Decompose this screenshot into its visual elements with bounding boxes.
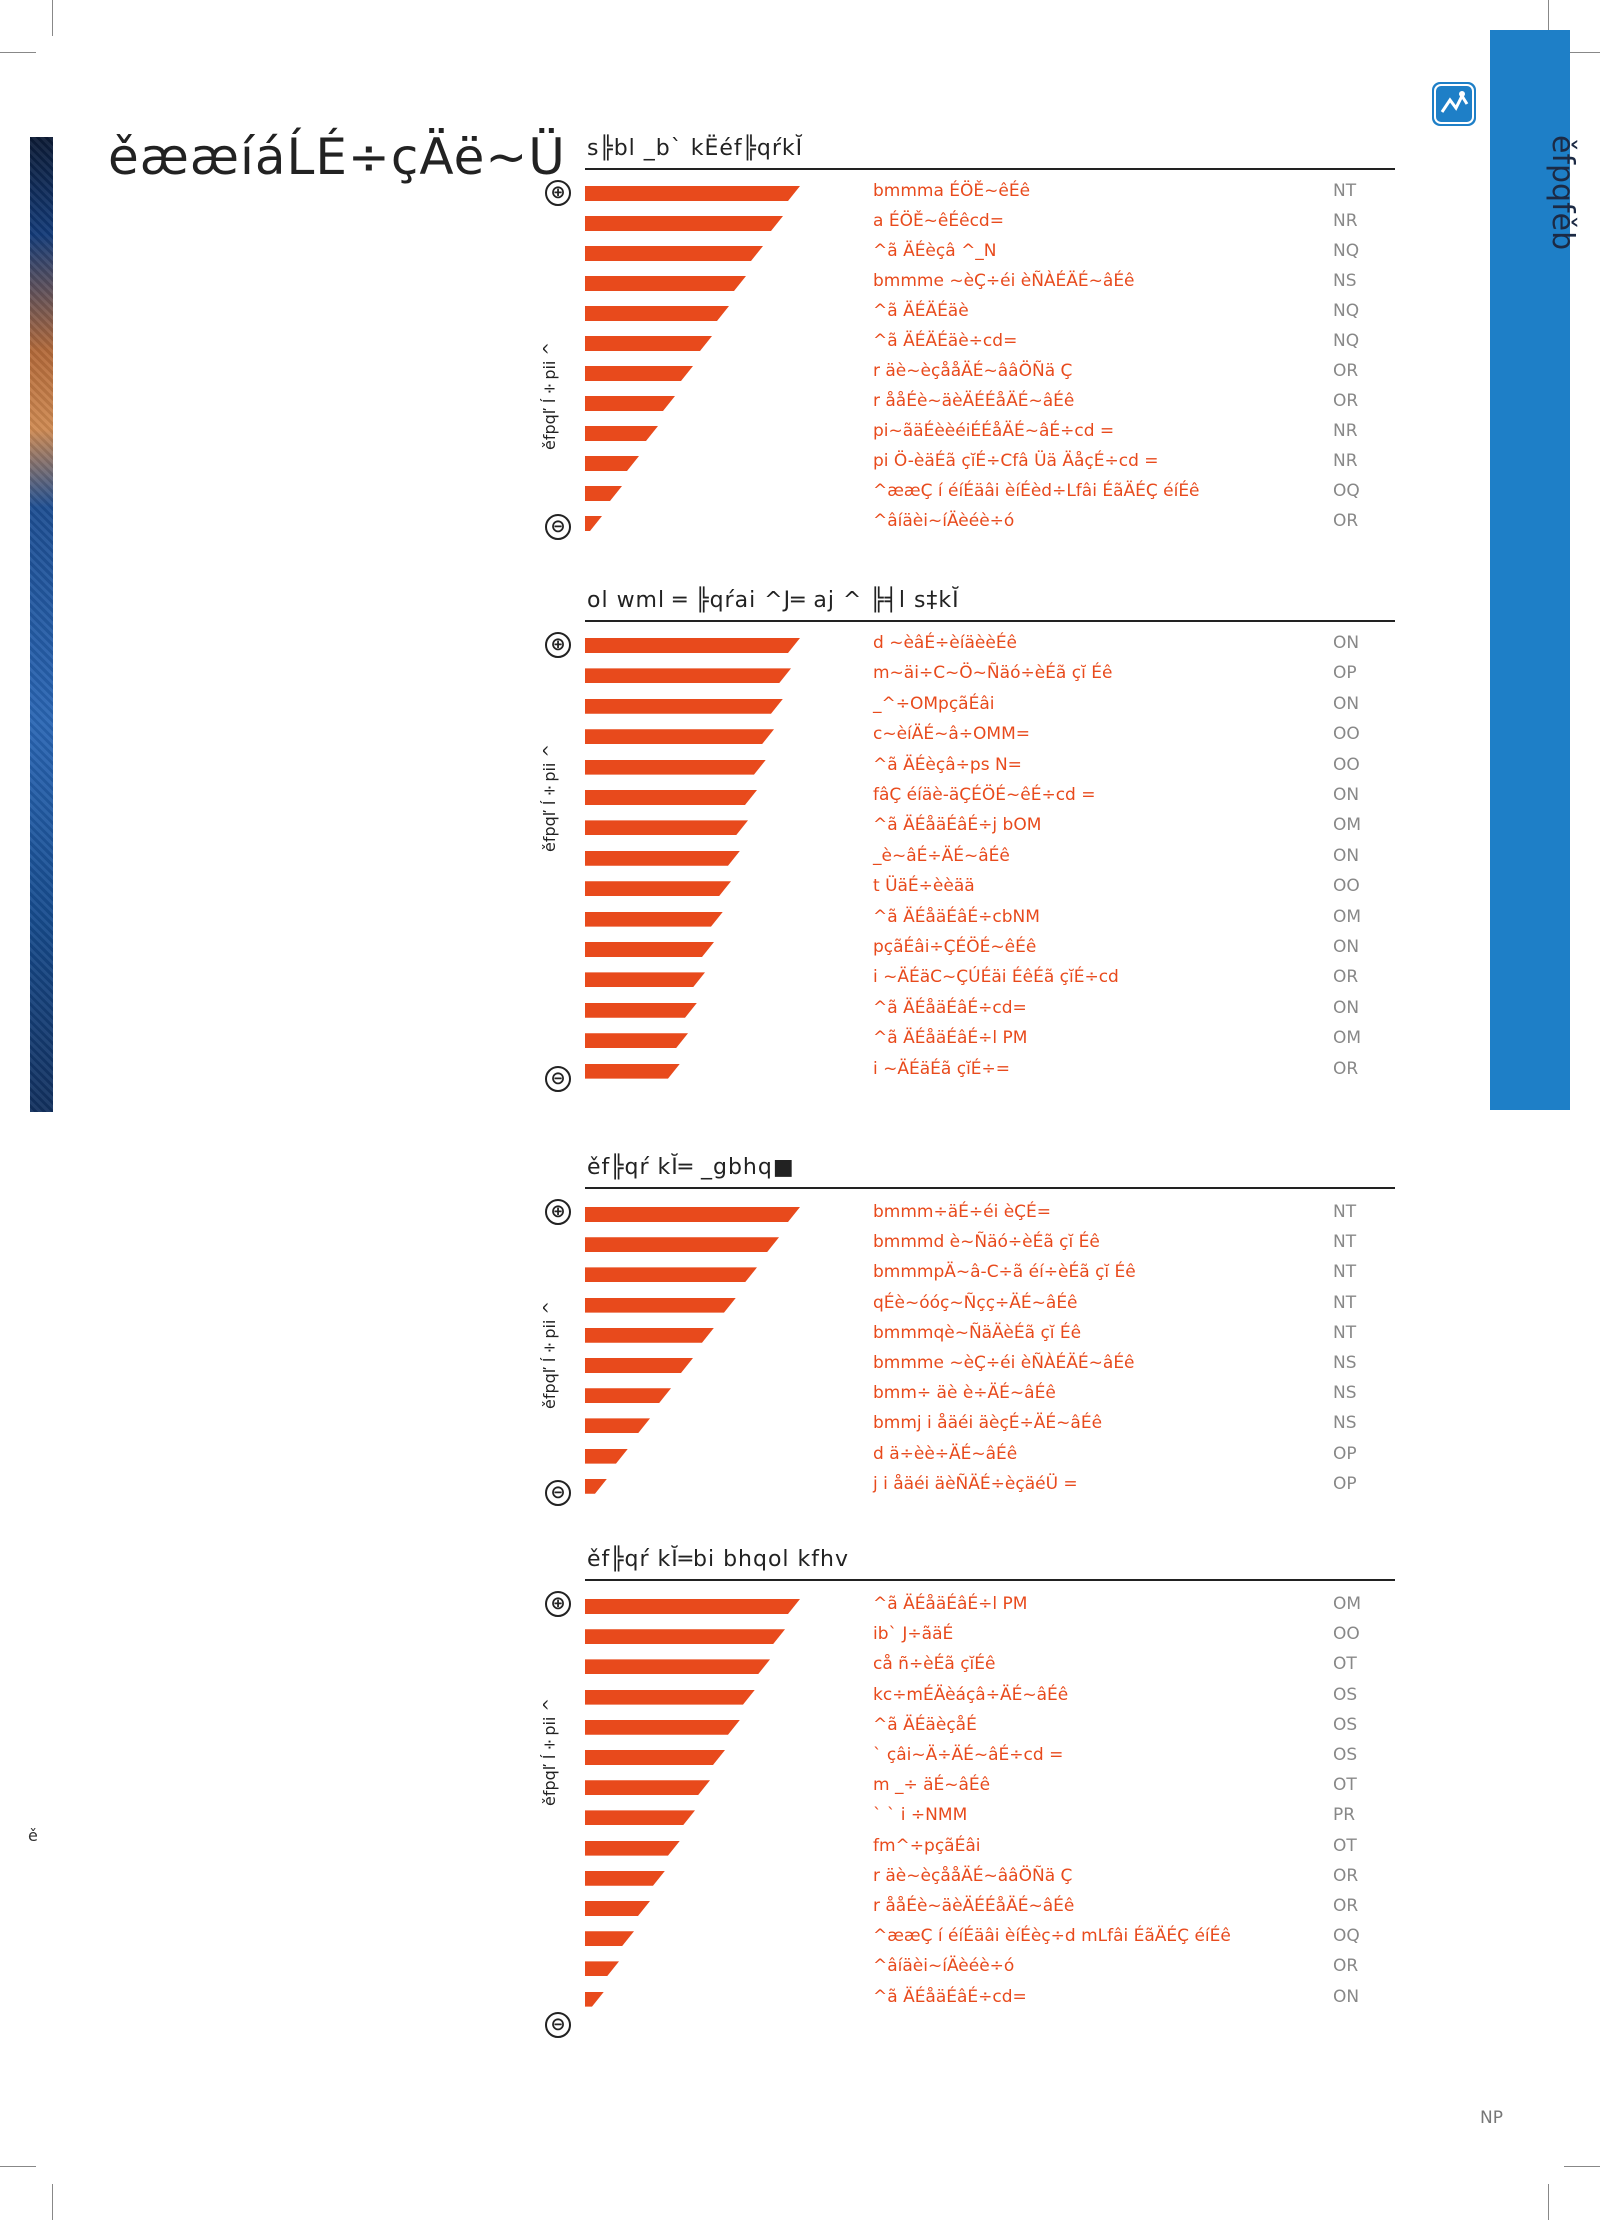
item-label: ^ã ÄÉåäÉâÉ÷cbNM: [873, 906, 1040, 927]
item-label: pi Ö-èäÉã çĭÉ÷Cfâ Üä ÄåçÉ÷cd =: [873, 451, 1159, 471]
list-item: [540, 358, 1360, 388]
list-item: [540, 1772, 1360, 1802]
ranking-bar: [585, 216, 783, 231]
ranking-bar: [585, 1961, 619, 1976]
ranking-bar: [585, 426, 658, 441]
list-item: [540, 1259, 1360, 1289]
list-item: [540, 1742, 1360, 1772]
list-item: [540, 1229, 1360, 1259]
item-value: OR: [1333, 511, 1359, 531]
item-label: fâÇ éíäè-äÇÉÖÉ~êÉ÷cd =: [873, 785, 1096, 805]
item-value: OQ: [1333, 481, 1360, 501]
item-value: NS: [1333, 1383, 1357, 1404]
ranking-section: [540, 136, 1360, 546]
item-label: a ÉÖĚ~êÉêcd=: [873, 211, 1004, 231]
list-item: [540, 934, 1360, 964]
item-label: r äè~èçååÄÉ~ââÖÑä Ç: [873, 1865, 1073, 1886]
ranking-bar: [585, 1629, 785, 1644]
item-value: OR: [1333, 1956, 1359, 1977]
item-value: NT: [1333, 181, 1357, 201]
ranking-bar: [585, 1358, 693, 1373]
item-value: NR: [1333, 451, 1358, 471]
plus-icon: ⊕: [545, 180, 571, 206]
item-label: ^âíäèi~íÄèéè÷ó: [873, 1956, 1015, 1977]
ranking-bar: [585, 486, 622, 501]
item-label: ^ã ÄÉåäÉâÉ÷l PM: [873, 1594, 1028, 1614]
list-item: [540, 238, 1360, 268]
section-rule: [585, 1187, 1395, 1189]
plus-icon: ⊕: [545, 1199, 571, 1225]
ranking-bar: [585, 366, 693, 381]
item-value: OM: [1333, 906, 1362, 927]
section-title: ol wml ═ ╠qŕai ^J═ aj ^ ╠╡l s‡kĬ: [587, 588, 960, 613]
list-item: [540, 1591, 1360, 1621]
ranking-bar: [585, 186, 800, 201]
section-rule: [585, 168, 1395, 170]
item-label: qÉè~óóç~Ñçç÷ÄÉ~âÉê: [873, 1292, 1078, 1313]
item-label: ib` J÷ãäÉ: [873, 1624, 954, 1645]
list-item: [540, 328, 1360, 358]
item-label: ^ã ÄÉäèçåÉ: [873, 1714, 977, 1735]
page-title: ěææíáĹÉ÷çÄë~Ü: [108, 128, 566, 186]
item-label: i ~ÄÉäÉã çĭÉ÷=: [873, 1058, 1011, 1079]
list-item: [540, 1802, 1360, 1832]
list-item: [540, 178, 1360, 208]
crop-mark: [52, 0, 53, 36]
crop-mark: [52, 2184, 53, 2220]
crop-mark: [1548, 2184, 1549, 2220]
ranking-bar: [585, 699, 783, 714]
list-item: [540, 1056, 1360, 1086]
ranking-bar: [585, 456, 639, 471]
list-item: [540, 691, 1360, 721]
ranking-bar: [585, 1690, 755, 1705]
list-item: [540, 1350, 1360, 1380]
item-label: kc÷mÉÄèáçâ÷ÄÉ~âÉê: [873, 1684, 1069, 1705]
item-label: ^ã ÄÉåäÉâÉ÷cd=: [873, 1986, 1027, 2007]
ranking-bar: [585, 1780, 710, 1795]
item-label: r ååÉè~äèÄÉÉåÄÉ~âÉê: [873, 1896, 1075, 1916]
ranking-bar: [585, 1750, 725, 1765]
minus-icon: ⊖: [545, 514, 571, 540]
item-value: OR: [1333, 1865, 1359, 1886]
list-item: [540, 843, 1360, 873]
ranking-bar: [585, 1871, 665, 1886]
ranking-bar: [585, 1841, 680, 1856]
list-item: [540, 1410, 1360, 1440]
minus-icon: ⊖: [545, 1066, 571, 1092]
page-number: NP: [1480, 2108, 1503, 2128]
section-rule: [585, 1579, 1395, 1581]
item-label: bmmma ÉÖĚ~êÉê: [873, 181, 1031, 201]
item-value: NS: [1333, 1413, 1357, 1434]
ranking-bar: [585, 972, 705, 987]
item-label: bmmme ~èÇ÷éi èÑÀÉÄÉ~âÉê: [873, 1353, 1135, 1373]
item-value: OS: [1333, 1714, 1358, 1735]
item-label: c~èíÄÉ~â÷OMM=: [873, 724, 1031, 745]
list-item: [540, 478, 1360, 508]
ranking-bar: [585, 1810, 695, 1825]
list-item: [540, 1199, 1360, 1229]
list-item: [540, 1471, 1360, 1501]
ranking-bar: [585, 516, 602, 531]
item-label: bmmmpÄ~â-C÷ã éí÷èÉã çĭ Éê: [873, 1262, 1136, 1283]
list-item: [540, 388, 1360, 418]
list-item: [540, 1953, 1360, 1983]
ranking-bar: [585, 1298, 736, 1313]
item-label: ` çâi~Ä÷ÄÉ~âÉ÷cd =: [873, 1745, 1064, 1765]
item-label: ^ã ÄÉÄÉäè÷cd=: [873, 331, 1018, 351]
item-label: _^÷OMpçãÉâi: [873, 693, 995, 714]
item-value: OR: [1333, 391, 1359, 411]
item-label: ^ã ÄÉåäÉâÉ÷cd=: [873, 997, 1027, 1018]
item-label: t ÜäÉ÷èèää: [873, 876, 975, 897]
minus-icon: ⊖: [545, 2012, 571, 2038]
list-item: [540, 1320, 1360, 1350]
ranking-bar: [585, 1207, 800, 1222]
ranking-bar: [585, 851, 740, 866]
item-label: j i åäéi äèÑÄÉ÷èçäéÜ =: [873, 1473, 1078, 1494]
ranking-bar: [585, 1003, 697, 1018]
list-item: [540, 782, 1360, 812]
axis-side-label: ěfpqľ ĺ÷pii ^: [540, 1301, 559, 1409]
item-value: OM: [1333, 1594, 1362, 1614]
item-value: ON: [1333, 633, 1360, 653]
list-item: [540, 1863, 1360, 1893]
item-label: ^ã ÄÉåäÉâÉ÷j bOM: [873, 815, 1042, 836]
crop-mark: [0, 52, 36, 53]
list-item: [540, 1621, 1360, 1651]
ranking-bar: [585, 1267, 757, 1282]
item-label: ^ææÇ í éíÉäâi èíÉèd÷Lfâi ÉãÄÉÇ éíÉê: [873, 481, 1200, 501]
ranking-bar: [585, 1901, 650, 1916]
item-value: NS: [1333, 1353, 1357, 1373]
item-value: OP: [1333, 663, 1357, 684]
list-item: [540, 1441, 1360, 1471]
list-item: [540, 995, 1360, 1025]
item-label: fm^÷pçãÉâi: [873, 1835, 981, 1856]
item-value: ON: [1333, 845, 1360, 866]
ranking-bar: [585, 942, 714, 957]
ranking-section: [540, 1547, 1360, 2047]
item-label: r äè~èçååÄÉ~ââÖÑä Ç: [873, 361, 1073, 381]
ranking-bar: [585, 306, 729, 321]
item-value: OT: [1333, 1835, 1357, 1856]
axis-side-label: ěfpqľ ĺ÷pii ^: [540, 342, 559, 450]
list-item: [540, 630, 1360, 660]
list-item: [540, 1712, 1360, 1742]
ranking-bar: [585, 790, 757, 805]
item-label: ^ã ÄÉÄÉäè: [873, 301, 969, 321]
list-item: [540, 1380, 1360, 1410]
item-label: ^ææÇ í éíÉäâi èíÉèç÷d mLfâi ÉãÄÉÇ éíÉê: [873, 1926, 1231, 1947]
axis-side-label: ěfpqľ ĺ÷pii ^: [540, 1698, 559, 1806]
item-label: bmm÷ äè è÷ÄÉ~âÉê: [873, 1383, 1056, 1404]
ranking-bar: [585, 1033, 688, 1048]
item-value: NQ: [1333, 241, 1360, 261]
item-value: NR: [1333, 211, 1358, 231]
list-item: [540, 721, 1360, 751]
list-item: [540, 1682, 1360, 1712]
item-value: ON: [1333, 1986, 1360, 2007]
item-value: OP: [1333, 1473, 1357, 1494]
list-item: [540, 873, 1360, 903]
item-value: NT: [1333, 1292, 1357, 1313]
item-label: bmmm÷äÉ÷éi èÇÉ=: [873, 1202, 1052, 1222]
section-title: ěf╠qŕ kĬ═bi bhqol kfhv: [587, 1547, 849, 1572]
ranking-bar: [585, 246, 763, 261]
item-label: ^âíäèi~íÄèéè÷ó: [873, 511, 1015, 531]
item-value: PR: [1333, 1805, 1356, 1826]
item-value: OP: [1333, 1443, 1357, 1464]
item-value: OR: [1333, 1896, 1359, 1916]
item-value: ON: [1333, 693, 1360, 714]
list-item: [540, 904, 1360, 934]
item-value: OS: [1333, 1684, 1358, 1705]
item-label: pçãÉâi÷ÇÉÖÉ~êÉê: [873, 937, 1037, 957]
item-value: ON: [1333, 937, 1360, 957]
item-value: ON: [1333, 785, 1360, 805]
ranking-bar: [585, 1720, 740, 1735]
list-item: [540, 298, 1360, 328]
item-value: NS: [1333, 271, 1357, 291]
ranking-section: [540, 588, 1360, 1098]
item-value: OO: [1333, 724, 1360, 745]
ranking-bar: [585, 760, 766, 775]
crop-mark: [0, 2166, 36, 2167]
ranking-bar: [585, 668, 791, 683]
item-value: OR: [1333, 1058, 1359, 1079]
item-value: ON: [1333, 997, 1360, 1018]
item-value: OT: [1333, 1654, 1357, 1675]
crop-mark: [1564, 2166, 1600, 2167]
ranking-bar: [585, 912, 723, 927]
plus-icon: ⊕: [545, 1591, 571, 1617]
item-label: m _÷ äÉ~âÉê: [873, 1775, 991, 1796]
section-title: s╠bl _b` kËéf╠qŕkĬ: [587, 136, 804, 161]
ranking-section: [540, 1155, 1360, 1515]
item-value: NT: [1333, 1202, 1357, 1222]
list-item: [540, 1984, 1360, 2014]
ranking-bar: [585, 1237, 779, 1252]
ranking-bar: [585, 1449, 628, 1464]
list-item: [540, 508, 1360, 538]
section-rule: [585, 620, 1395, 622]
item-label: r ååÉè~äèÄÉÉåÄÉ~âÉê: [873, 391, 1075, 411]
item-value: OS: [1333, 1745, 1358, 1765]
list-item: [540, 1923, 1360, 1953]
plus-icon: ⊕: [545, 632, 571, 658]
ranking-bar: [585, 729, 774, 744]
ranking-bar: [585, 638, 800, 653]
list-item: [540, 1290, 1360, 1320]
ranking-bar: [585, 1479, 607, 1494]
item-label: _è~âÉ÷ÄÉ~âÉê: [873, 845, 1010, 866]
side-mark: ě: [28, 1826, 38, 1845]
ranking-bar: [585, 1064, 680, 1079]
axis-side-label: ěfpqľ ĺ÷pii ^: [540, 744, 559, 852]
item-value: NR: [1333, 421, 1358, 441]
ranking-bar: [585, 1599, 800, 1614]
item-label: bmmj i åäéi äèçÉ÷ÄÉ~âÉê: [873, 1413, 1103, 1434]
list-item: [540, 812, 1360, 842]
item-label: bmmmqè~ÑäÄèÉã çĭ Éê: [873, 1322, 1082, 1343]
list-item: [540, 752, 1360, 782]
list-item: [540, 1651, 1360, 1681]
item-label: bmmme ~èÇ÷éi èÑÀÉÄÉ~âÉê: [873, 271, 1135, 291]
item-label: ` ` i ÷NMM: [873, 1805, 968, 1826]
item-value: OR: [1333, 967, 1359, 988]
ranking-bar: [585, 1388, 671, 1403]
list-item: [540, 1833, 1360, 1863]
item-value: NQ: [1333, 301, 1360, 321]
item-label: pi~ãäÉèèéiÉÉåÄÉ~âÉ÷cd =: [873, 421, 1115, 441]
ranking-bar: [585, 276, 746, 291]
list-item: [540, 268, 1360, 298]
item-label: m~äi÷C~Ö~Ñäó÷èÉã çĭ Éê: [873, 663, 1113, 684]
item-label: ^ã ÄÉèçâ÷ps N=: [873, 754, 1022, 775]
item-value: OO: [1333, 1624, 1360, 1645]
item-label: bmmmd è~Ñäó÷èÉã çĭ Éê: [873, 1232, 1100, 1253]
section-title: ěf╠qŕ kĬ═ _gbhq■: [587, 1155, 795, 1180]
list-item: [540, 1893, 1360, 1923]
item-value: OO: [1333, 876, 1360, 897]
item-label: ^ã ÄÉåäÉâÉ÷l PM: [873, 1028, 1028, 1049]
item-value: NQ: [1333, 331, 1360, 351]
item-value: OO: [1333, 754, 1360, 775]
item-value: OQ: [1333, 1926, 1360, 1947]
minus-icon: ⊖: [545, 1480, 571, 1506]
list-item: [540, 964, 1360, 994]
list-item: [540, 1025, 1360, 1055]
ranking-bar: [585, 820, 748, 835]
ranking-bar: [585, 1659, 770, 1674]
item-label: ^ã ÄÉèçâ ^_N: [873, 241, 997, 261]
item-value: NT: [1333, 1262, 1357, 1283]
item-label: d ~èâÉ÷èíäèèÉê: [873, 633, 1018, 653]
item-label: cå ñ÷èÉã çĭÉê: [873, 1654, 996, 1675]
item-value: OM: [1333, 815, 1362, 836]
ranking-bar: [585, 1931, 634, 1946]
item-value: OM: [1333, 1028, 1362, 1049]
left-edge-photo: [30, 137, 53, 1112]
list-item: [540, 418, 1360, 448]
item-label: d ä÷èè÷ÄÉ~âÉê: [873, 1443, 1018, 1464]
ranking-bar: [585, 1992, 604, 2007]
list-item: [540, 208, 1360, 238]
item-value: NT: [1333, 1322, 1357, 1343]
item-value: OT: [1333, 1775, 1357, 1796]
ranking-bar: [585, 881, 731, 896]
list-item: [540, 448, 1360, 478]
item-value: OR: [1333, 361, 1359, 381]
logo-icon: [1432, 82, 1476, 126]
list-item: [540, 660, 1360, 690]
item-value: NT: [1333, 1232, 1357, 1253]
item-label: i ~ÄÉäC~ÇÚÉäi ÉêÉã çĭÉ÷cd: [873, 967, 1119, 988]
ranking-bar: [585, 1418, 650, 1433]
ranking-bar: [585, 1328, 714, 1343]
ranking-bar: [585, 396, 675, 411]
ranking-bar: [585, 336, 712, 351]
section-tab-label: ěfpqfěb: [1545, 135, 1580, 251]
